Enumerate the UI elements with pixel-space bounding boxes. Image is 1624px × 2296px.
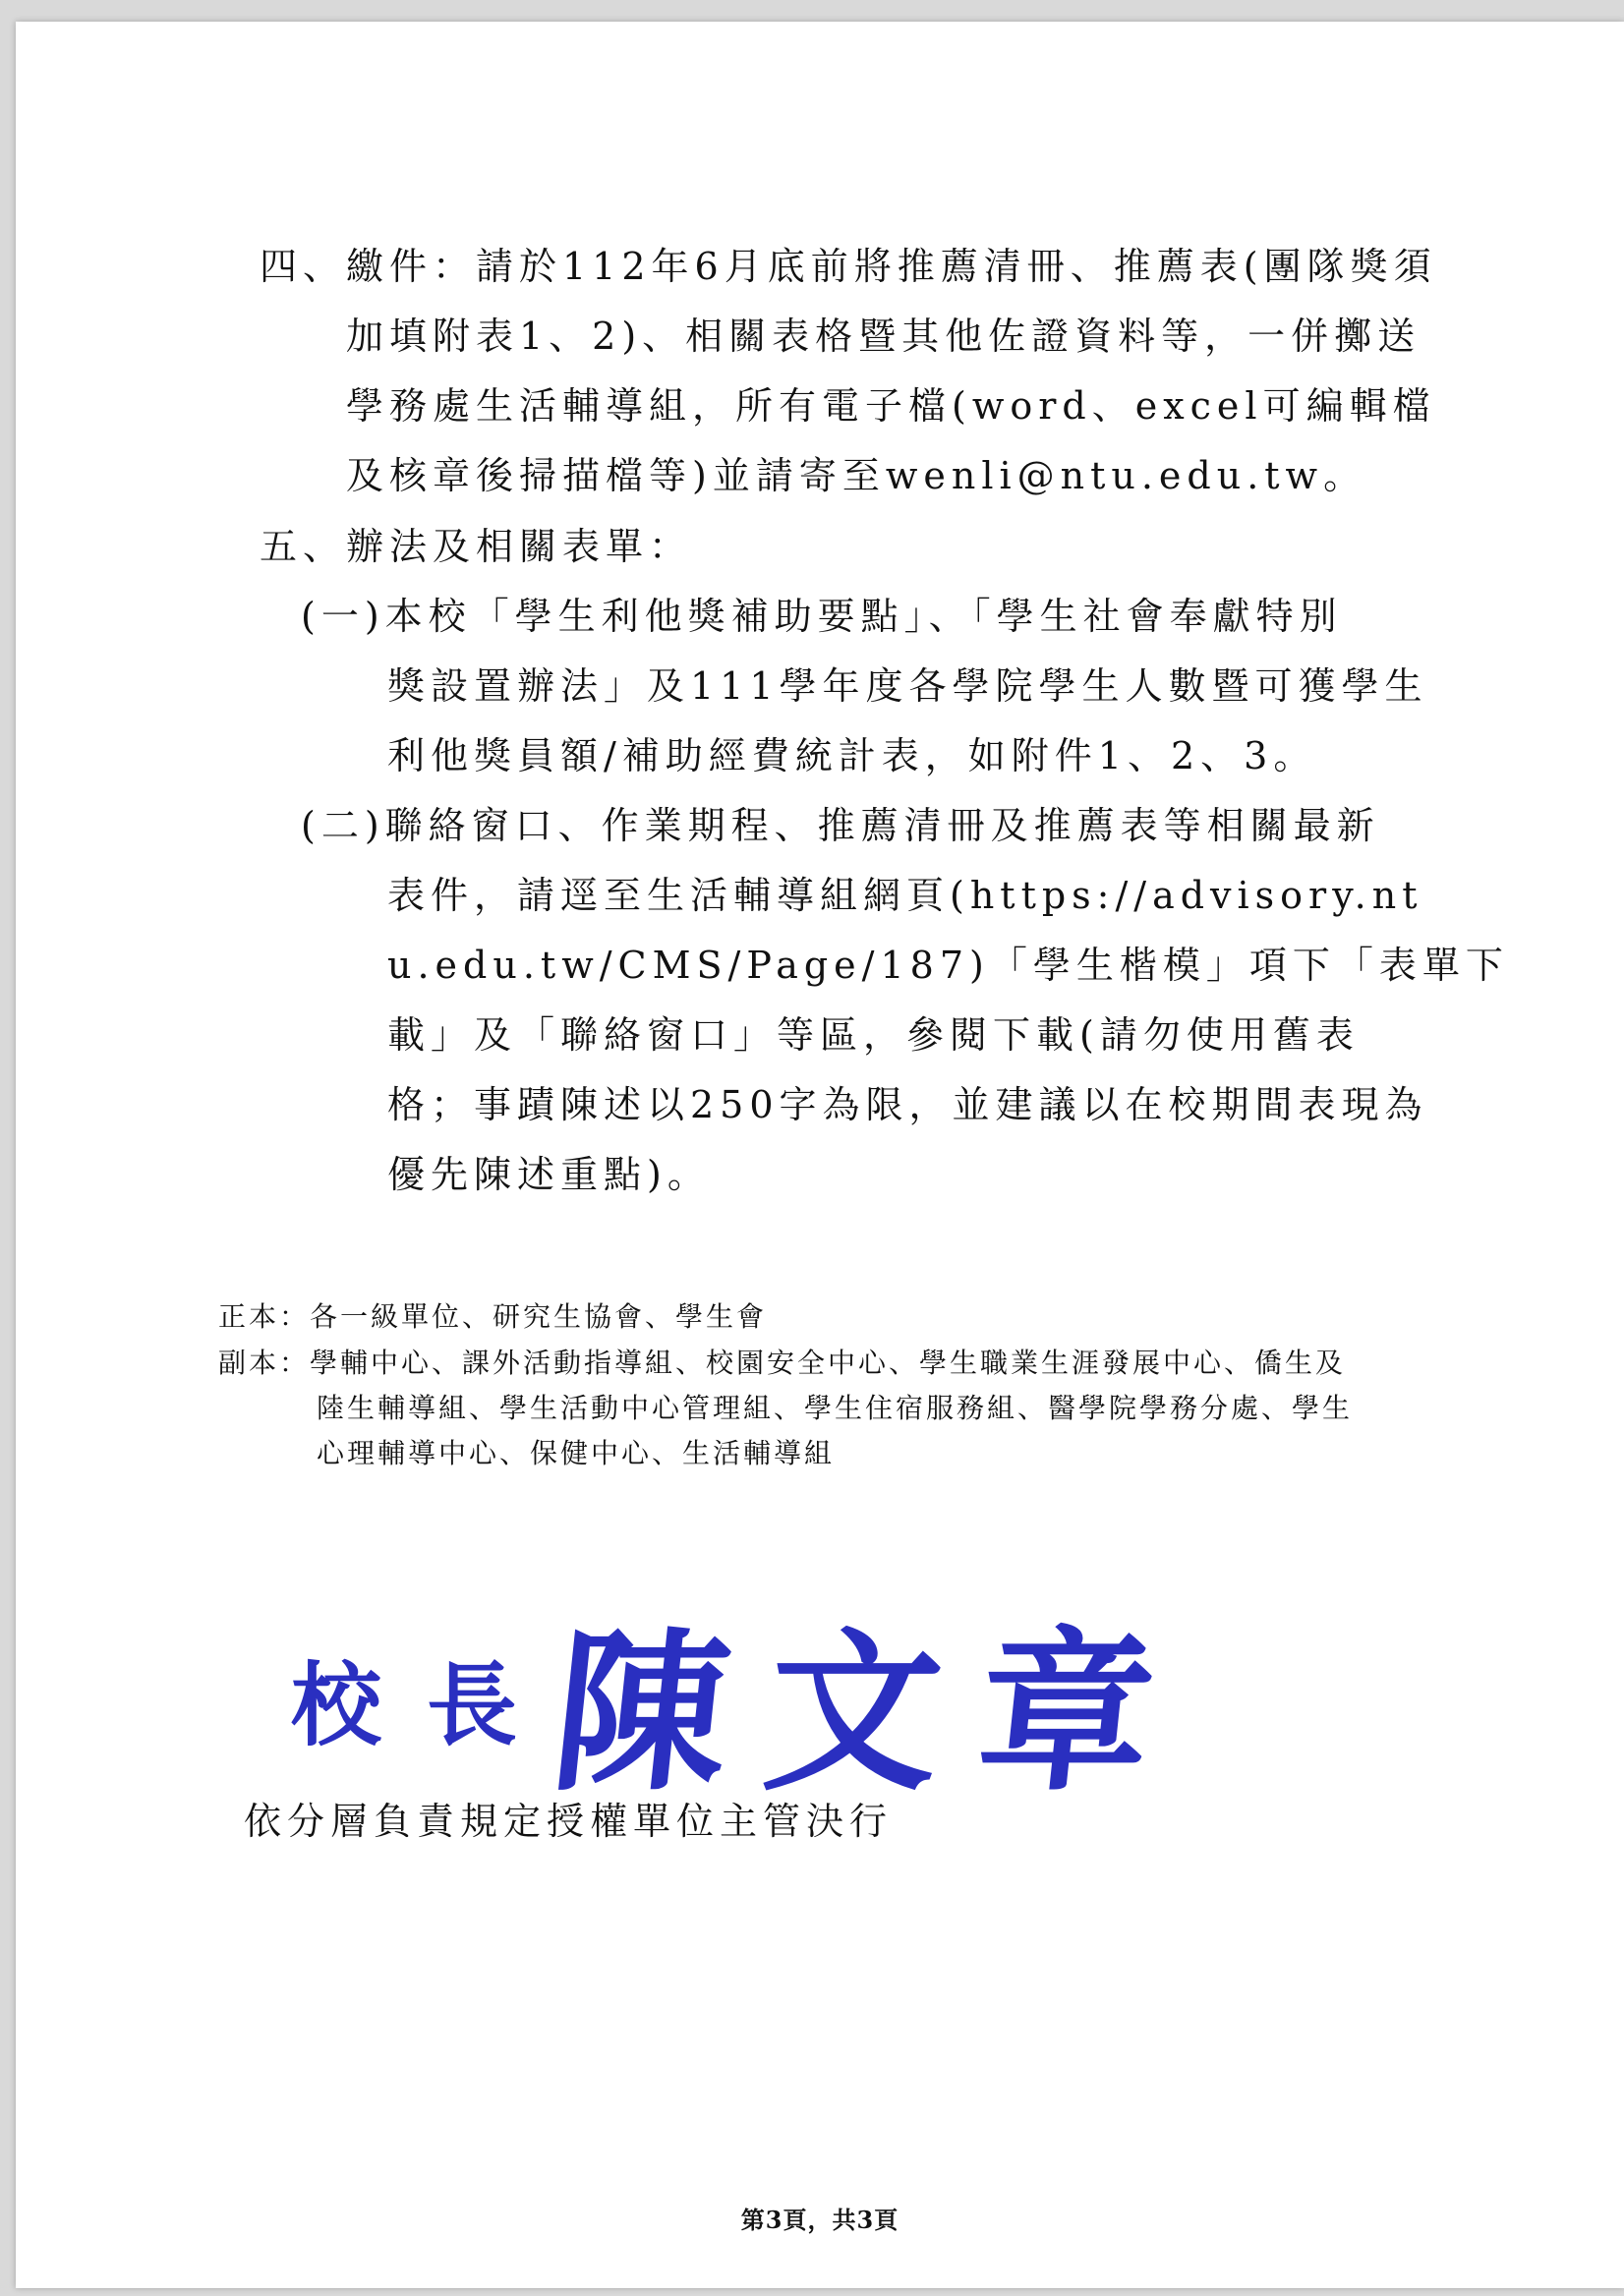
signature-name: 陳文章 — [544, 1611, 1203, 1814]
section-5-heading: 五、辦法及相關表單： — [260, 525, 693, 568]
section-5-item-1 — [301, 582, 1428, 791]
item-2-line: (二)聯絡窗口、作業期程、推薦清冊及推薦表等相關最新 — [301, 804, 1380, 847]
section-4-submission — [260, 232, 1437, 511]
copy-line: 心理輔導中心、保健中心、生活輔導組 — [317, 1437, 836, 1469]
item-2-line: 優先陳述重點)。 — [387, 1153, 711, 1196]
section-4-line: 加填附表1、2)、相關表格暨其他佐證資料等，一併擲送 — [346, 315, 1421, 358]
item-1-line: (一)本校「學生利他獎補助要點」、「學生社會奉獻特別 — [301, 595, 1343, 638]
signature-title: 校長 — [291, 1652, 563, 1758]
distribution-copy-recipients — [218, 1341, 1353, 1476]
document-page — [16, 22, 1624, 2288]
item-2-line: 表件，請逕至生活輔導組網頁(https://advisory.nt — [387, 874, 1423, 917]
item-2-line: u.edu.tw/CMS/Page/187)「學生楷模」項下「表單下 — [387, 944, 1509, 987]
copy-line: 陸生輔導組、學生活動中心管理組、學生住宿服務組、醫學院學務分處、學生 — [317, 1392, 1354, 1424]
section-4-line: 及核章後掃描檔等)並請寄至wenli@ntu.edu.tw。 — [346, 454, 1367, 497]
section-4-line: 四、繳件：請於112年6月底前將推薦清冊、推薦表(團隊獎須 — [260, 245, 1437, 288]
distribution-main-recipients: 正本：各一級單位、研究生協會、學生會 — [218, 1300, 768, 1333]
section-5-item-2 — [301, 791, 1509, 1210]
copy-line: 副本：學輔中心、課外活動指導組、校園安全中心、學生職業生涯發展中心、僑生及 — [218, 1347, 1347, 1379]
item-2-line: 格；事蹟陳述以250字為限，並建議以在校期間表現為 — [387, 1083, 1428, 1126]
item-1-line: 利他獎員額/補助經費統計表，如附件1、2、3。 — [387, 734, 1317, 777]
item-1-line: 獎設置辦法」及111學年度各學院學生人數暨可獲學生 — [387, 664, 1428, 708]
section-4-line: 學務處生活輔導組，所有電子檔(word、excel可編輯檔 — [346, 384, 1436, 428]
president-signature-stamp — [271, 1565, 1235, 1814]
delegation-note: 依分層負責規定授權單位主管決行 — [244, 1800, 894, 1843]
page-number: 第3頁，共3頁 — [740, 2206, 899, 2234]
item-2-line: 載」及「聯絡窗口」等區，參閱下載(請勿使用舊表 — [387, 1013, 1360, 1057]
